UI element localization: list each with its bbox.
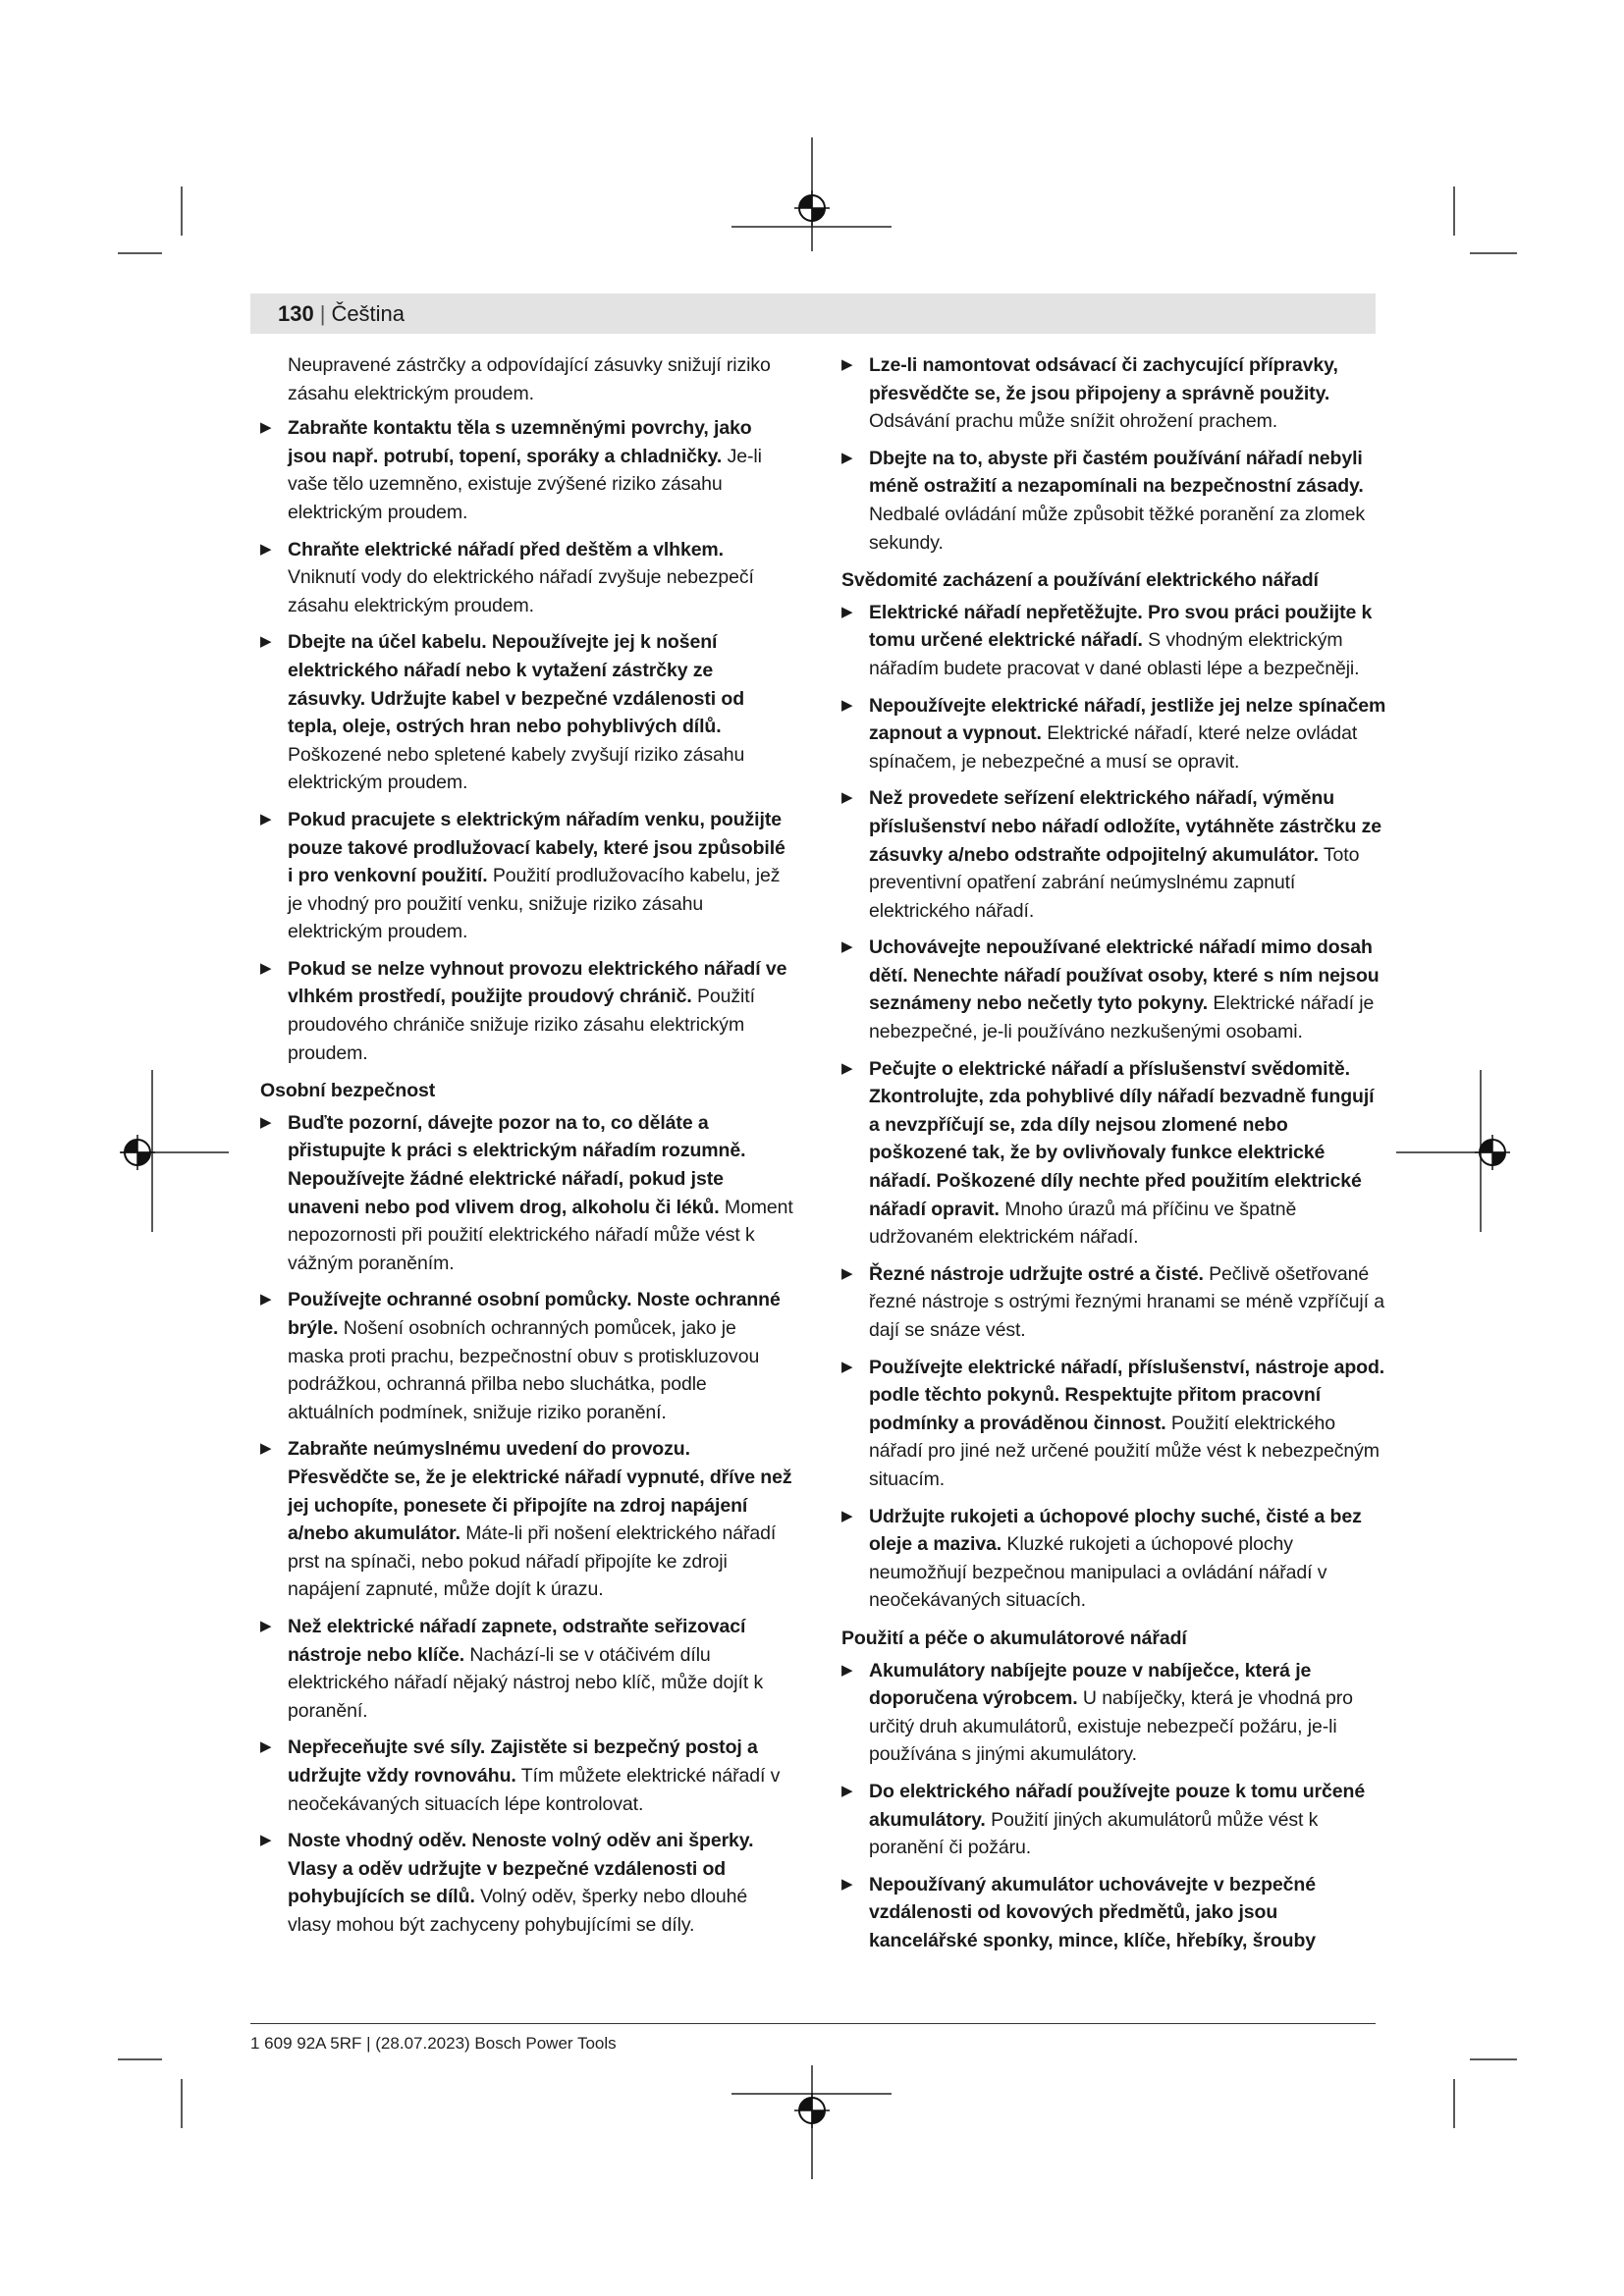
item-bold-text: Řezné nástroje udržujte ostré a čisté. [869,1262,1204,1285]
item-bold-text: Akumulátory nabíjejte pouze v nabíječce, která je doporučena výrobcem. [869,1659,1312,1710]
item-bold-text: Uchovávejte nepoužívané elektrické nářadí mimo dosah dětí. Nenechte nářadí používat osoby, které s ním nejsou seznámeny nebo nečetly tyto pokyny. [869,936,1380,1015]
left-column [260,351,795,1948]
bullet-arrow-icon: ▶ [841,789,853,807]
list-item [841,934,1386,1045]
bullet-arrow-icon: ▶ [260,419,272,437]
list-item [841,1871,1386,1955]
item-bold-text: Dbejte na účel kabelu. Nepoužívejte jej k nošení elektrického nářadí nebo k vytažení zástrčky ze zásuvky. Udržujte kabel v bezpečné vzdálenosti od tepla, oleje, ostrých hran nebo pohyblivých dílů. [288,631,745,738]
item-bold-text: Nepoužívejte elektrické nářadí, jestliže jej nelze spínačem zapnout a vypnout. [869,694,1386,745]
list-item [260,1435,795,1604]
bullet-arrow-icon: ▶ [841,696,853,714]
bullet-arrow-icon: ▶ [841,1059,853,1077]
bullet-arrow-icon: ▶ [260,959,272,977]
page-header [250,294,1376,334]
item-text: Odsávání prachu může snížit ohrožení prachem. [869,410,1278,433]
item-text: Tím můžete elektrické nářadí v neočekávaných situacích lépe kontrolovat. [288,1764,781,1815]
right-column [841,351,1386,1963]
list-item [841,599,1386,683]
list-item [260,536,795,620]
bullet-arrow-icon: ▶ [260,1738,272,1756]
list-item [841,784,1386,925]
list-item [260,1734,795,1818]
list-item [260,414,795,526]
bullet-arrow-icon: ▶ [841,449,853,466]
item-text: Moment nepozornosti při použití elektrického nářadí může vést k vážným poraněním. [288,1196,793,1274]
item-text: Máte-li při nošení elektrického nářadí prst na spínači, nebo pokud nářadí připojíte ke zdroji napájení zapnuté, může dojít k úrazu. [288,1522,777,1601]
item-text: Nedbalé ovládání může způsobit těžké poranění za zlomek sekundy. [869,503,1366,554]
item-text: Použití elektrického nářadí pro jiné než určené použití může vést k nebezpečným situacím. [869,1412,1380,1490]
item-bold-text: Nepoužívaný akumulátor uchovávejte v bezpečné vzdálenosti od kovových předmětů, jako jsou kancelářské sponky, mince, klíče, hřebíky, šrouby [869,1873,1317,1951]
item-bold-text: Pečujte o elektrické nářadí a příslušenství svědomitě. Zkontrolujte, zda pohyblivé díly nářadí bezvadně fungují a nevzpříčují se, zda díly nejsou zlomené nebo poškozené tak, že by ovlivňovaly funkce elektrické nářadí. Poškozené díly nechte před použitím elektrické nářadí opravit. [869,1057,1375,1220]
list-item [841,1354,1386,1494]
bullet-arrow-icon: ▶ [841,1875,853,1893]
bullet-arrow-icon: ▶ [841,356,853,373]
list-item [841,692,1386,776]
list-item [841,1778,1386,1862]
bullet-arrow-icon: ▶ [841,1782,853,1799]
list-item [260,1286,795,1426]
item-bold-text: Dbejte na to, abyste při častém používání nářadí nebyli méně ostražití a nezapomínali na bezpečnostní zásady. [869,447,1364,498]
item-text: Poškozené nebo spletené kabely zvyšují riziko zásahu elektrickým proudem. [288,743,745,794]
item-text: S vhodným elektrickým nářadím budete pracovat v dané oblasti lépe a bezpečněji. [869,629,1360,679]
item-bold-text: Než provedete seřízení elektrického nářadí, výměnu příslušenství nebo nářadí odložíte, vytáhněte zástrčku ze zásuvky a/nebo odstraňte odpojitelný akumulátor. [869,787,1382,866]
list-item [260,628,795,797]
bullet-arrow-icon: ▶ [260,1617,272,1634]
item-bold-text: Do elektrického nářadí používejte pouze k tomu určené akumulátory. [869,1780,1366,1831]
item-bold-text: Nepřeceňujte své síly. Zajistěte si bezpečný postoj a udržujte vždy rovnováhu. [288,1736,758,1787]
list-item [260,1613,795,1725]
page-number: 130 [278,300,314,326]
header-language: Čeština [331,300,406,326]
bullet-arrow-icon: ▶ [841,1507,853,1524]
bullet-arrow-icon: ▶ [260,1832,272,1849]
item-text: Elektrické nářadí je nebezpečné, je-li používáno nezkušenými osobami. [869,992,1375,1043]
list-item [841,351,1386,436]
page-footer: 1 609 92A 5RF | (28.07.2023) Bosch Power Tools [250,2034,617,2053]
bullet-arrow-icon: ▶ [260,1113,272,1131]
item-bold-text: Elektrické nářadí nepřetěžujte. Pro svou práci použijte k tomu určené elektrické nářadí. [869,601,1373,652]
item-bold-text: Noste vhodný oděv. Nenoste volný oděv ani šperky. Vlasy a oděv udržujte v bezpečné vzdálenosti od pohybujících se dílů. [288,1830,754,1908]
item-text: Je-li vaše tělo uzemněno, existuje zvýšené riziko zásahu elektrickým proudem. [288,445,762,523]
item-bold-text: Chraňte elektrické nářadí před deštěm a vlhkem. [288,538,724,561]
list-item [841,445,1386,557]
header-separator: | [319,300,326,326]
section-heading: Svědomité zacházení a používání elektrického nářadí [841,569,1319,592]
bullet-arrow-icon: ▶ [260,1440,272,1458]
item-bold-text: Používejte elektrické nářadí, příslušenství, nástroje apod. podle těchto pokynů. Respektujte přitom pracovní podmínky a prováděnou činnost. [869,1356,1385,1434]
list-item [841,1260,1386,1345]
item-bold-text: Udržujte rukojeti a úchopové plochy suché, čisté a bez oleje a maziva. [869,1505,1362,1556]
item-text: Použití prodlužovacího kabelu, jež je vhodný pro použití venku, snižuje riziko zásahu elektrickým proudem. [288,865,781,943]
bullet-arrow-icon: ▶ [260,1291,272,1308]
bullet-arrow-icon: ▶ [260,810,272,828]
bullet-arrow-icon: ▶ [841,1661,853,1679]
list-item [260,1109,795,1278]
bullet-arrow-icon: ▶ [260,540,272,558]
list-item [841,1503,1386,1615]
item-bold-text: Lze-li namontovat odsávací či zachycující přípravky, přesvědčte se, že jsou připojeny a správně použity. [869,354,1338,404]
bullet-arrow-icon: ▶ [841,1264,853,1282]
item-text: Elektrické nářadí, které nelze ovládat spínačem, je nebezpečné a musí se opravit. [869,722,1358,773]
bullet-arrow-icon: ▶ [260,633,272,651]
item-text: Použití proudového chrániče snižuje riziko zásahu elektrickým proudem. [288,986,755,1064]
list-item [260,955,795,1067]
list-item [260,806,795,946]
item-text: Vniknutí vody do elektrického nářadí zvyšuje nebezpečí zásahu elektrickým proudem. [288,566,754,616]
item-bold-text: Zabraňte kontaktu těla s uzemněnými povrchy, jako jsou např. potrubí, topení, sporáky a chladničky. [288,417,752,467]
item-bold-text: Než elektrické nářadí zapnete, odstraňte seřizovací nástroje nebo klíče. [288,1615,746,1666]
item-text: Použití jiných akumulátorů může vést k poranění či požáru. [869,1808,1319,1859]
item-text: Toto preventivní opatření zabrání neúmyslnému zapnutí elektrického nářadí. [869,843,1360,922]
list-item [841,1657,1386,1769]
bullet-arrow-icon: ▶ [841,938,853,956]
intro-paragraph: Neupravené zástrčky a odpovídající zásuvky snižují riziko zásahu elektrickým proudem. [288,354,771,404]
item-bold-text: Buďte pozorní, dávejte pozor na to, co děláte a přistupujte k práci s elektrickým nářadím rozumně. Nepoužívejte žádné elektrické nářadí, pokud jste unaveni nebo pod vlivem drog, alkoholu či léků. [288,1111,746,1218]
item-text: Mnoho úrazů má příčinu ve špatně udržovaném elektrickém nářadí. [869,1198,1297,1249]
footer-divider [250,2023,1376,2024]
item-text: Nachází-li se v otáčivém dílu elektrického nářadí nějaký nástroj nebo klíč, může dojít k poranění. [288,1643,764,1722]
list-item [260,1827,795,1939]
list-item [841,1055,1386,1252]
item-text: U nabíječky, která je vhodná pro určitý druh akumulátorů, existuje nebezpečí požáru, je-li používána s jinými akumulátory. [869,1687,1353,1766]
item-text: Kluzké rukojeti a úchopové plochy neumožňují bezpečnou manipulaci a ovládání nářadí v neočekávaných situacích. [869,1533,1327,1612]
item-bold-text: Zabraňte neúmyslnému uvedení do provozu. Přesvědčte se, že je elektrické nářadí vypnuté, dříve než jej uchopíte, ponesete či připojíte na zdroj napájení a/nebo akumulátor. [288,1438,792,1545]
bullet-arrow-icon: ▶ [841,1358,853,1375]
section-heading: Použití a péče o akumulátorové nářadí [841,1627,1187,1649]
item-text: Pečlivě ošetřované řezné nástroje s ostrými řeznými hranami se méně vzpříčují a dají se snáze vést. [869,1262,1385,1341]
bullet-arrow-icon: ▶ [841,603,853,620]
item-text: Nošení osobních ochranných pomůcek, jako je maska proti prachu, bezpečnostní obuv s protiskluzovou podrážkou, ochranná přilba nebo sluchátka, podle aktuálních podmínek, snižuje riziko poranění. [288,1317,760,1423]
item-bold-text: Používejte ochranné osobní pomůcky. Noste ochranné brýle. [288,1289,781,1339]
item-bold-text: Pokud pracujete s elektrickým nářadím venku, použijte pouze takové prodlužovací kabely, které jsou způsobilé i pro venkovní použití. [288,808,785,887]
section-heading: Osobní bezpečnost [260,1080,436,1102]
item-bold-text: Pokud se nelze vyhnout provozu elektrického nářadí ve vlhkém prostředí, použijte proudový chránič. [288,957,787,1008]
item-text: Volný oděv, šperky nebo dlouhé vlasy mohou být zachyceny pohybujícími se díly. [288,1886,748,1936]
